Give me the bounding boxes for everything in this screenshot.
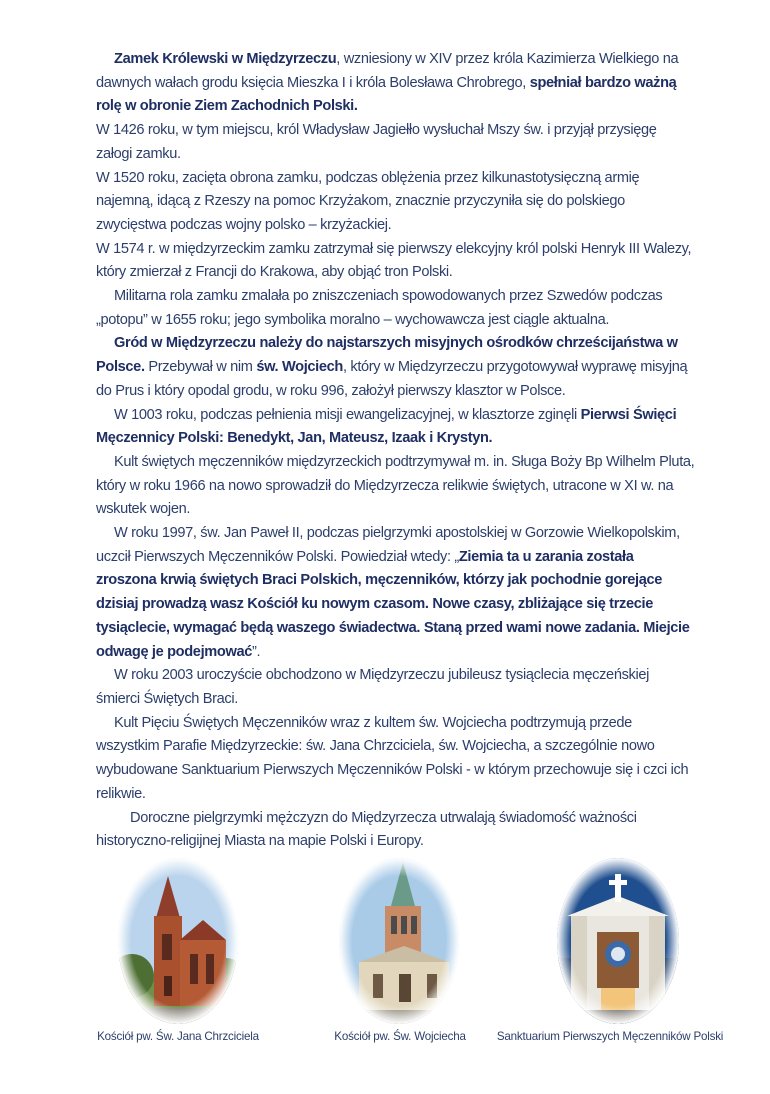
paragraph [96,238,696,285]
body-text: W 1426 roku, w tym miejscu, król Władysław Jagiełło wysłuchał Mszy św. i przyjął przysięgę załogi zamku. [96,122,657,162]
paragraph [96,404,696,451]
paragraph [96,451,696,522]
caption-sanctuary: Sanktuarium Pierwszych Męczenników Polski [496,1030,724,1043]
paragraph [96,332,696,403]
body-text: Doroczne pielgrzymki mężczyzn do Międzyrzecza utrwalają świadomość ważności historyczno-religijnej Miasta na mapie Polski i Europy. [96,809,637,850]
bold-text: spełniał bardzo ważną rolę w obronie Ziem Zachodnich Polski. [96,74,677,115]
paragraph [96,167,696,238]
body-text: , który w Międzyrzeczu przygotowywał wyprawę misyjną do Prus i który opodal grodu, w roku 996, założył pierwszy klasztor w Polsce. [96,359,688,399]
church-wojciech-photo [339,858,459,1024]
article-text [96,48,696,854]
bold-text: Zamek Królewski w Międzyrzeczu [114,51,337,67]
photo-strip [0,858,770,1058]
bold-text: Pierwsi Święci Męczennicy Polski: Benedykt, Jan, Mateusz, Izaak i Krystyn. [96,406,677,447]
church-jan-photo [118,858,238,1024]
paragraph [96,664,696,711]
body-text: Kult świętych męczenników międzyrzeckich podtrzymywał m. in. Sługa Boży Bp Wilhelm Pluta, który w roku 1966 na nowo sprowadził do Międzyrzecza relikwie świętych, utracone w XI w. na wskutek wojen. [96,453,695,518]
body-text: Militarna rola zamku zmalała po zniszczeniach spowodowanych przez Szwedów podczas „potopu” w 1655 roku; jego symbolika moralno – wychowawcza jest ciągle aktualna. [96,288,663,328]
caption-church-wojciech: Kościół pw. Św. Wojciecha [334,1030,466,1043]
paragraph [96,48,696,119]
body-text: W 1574 r. w międzyrzeckim zamku zatrzymał się pierwszy elekcyjny król polski Henryk III Walezy, który zmierzał z Francji do Krakowa, aby objąć tron Polski. [96,240,692,281]
bold-text: Ziemia ta u zarania została zroszona krwią świętych Braci Polskich, męczenników, którzy jak pochodnie gorejące dzisiaj prowadzą wasz Kościół ku nowym czasom. Nowe czasy, zbliżające się trzecie tysiąclecie, wymagać będą waszego świadectwa. Staną przed wami nowe zadania. Miejcie odwagę je podejmować [96,548,690,660]
caption-church-jan: Kościół pw. Św. Jana Chrzciciela [97,1030,259,1043]
bold-text: Gród w Międzyrzeczu należy do najstarszych misyjnych ośrodków chrześcijaństwa w Polsce. [96,335,678,376]
body-text: Przebywał w nim [144,359,257,376]
paragraph [96,285,696,332]
body-text: W roku 2003 uroczyście obchodzono w Międzyrzeczu jubileusz tysiąclecia męczeńskiej śmierci Świętych Braci. [96,667,650,707]
bold-text: św. Wojciech [256,359,343,376]
body-text: W 1003 roku, podczas pełnienia misji ewangelizacyjnej, w klasztorze zginęli [114,406,581,423]
paragraph [96,522,696,664]
body-text: ”. [252,643,261,660]
body-text: W roku 1997, św. Jan Paweł II, podczas pielgrzymki apostolskiej w Gorzowie Wielkopolskim, uczcił Pierwszych Męczenników Polski. Powiedział wtedy: „ [96,525,680,565]
paragraph [96,712,696,807]
paragraph [96,119,696,166]
sanctuary-photo [557,858,679,1024]
body-text: Kult Pięciu Świętych Męczenników wraz z kultem św. Wojciecha podtrzymują przede wszystkim Parafie Międzyrzeckie: św. Jana Chrzciciela, św. Wojciecha, a szczególnie nowo wybudowane Sanktuarium Pierwszych Męczenników Polski - w którym przechowuje się i czci ich relikwie. [96,714,689,802]
body-text: W 1520 roku, zacięta obrona zamku, podczas oblężenia przez kilkunastotysięczną armię najemną, idącą z Rzeszy na pomoc Krzyżakom, znacznie przyczyniła się do polskiego zwycięstwa podczas wojny polsko – krzyżackiej. [96,169,640,233]
paragraph [96,807,696,854]
body-text: , wzniesiony w XIV przez króla Kazimierza Wielkiego na dawnych wałach grodu księcia Mieszka I i króla Bolesława Chrobrego, [96,51,679,91]
